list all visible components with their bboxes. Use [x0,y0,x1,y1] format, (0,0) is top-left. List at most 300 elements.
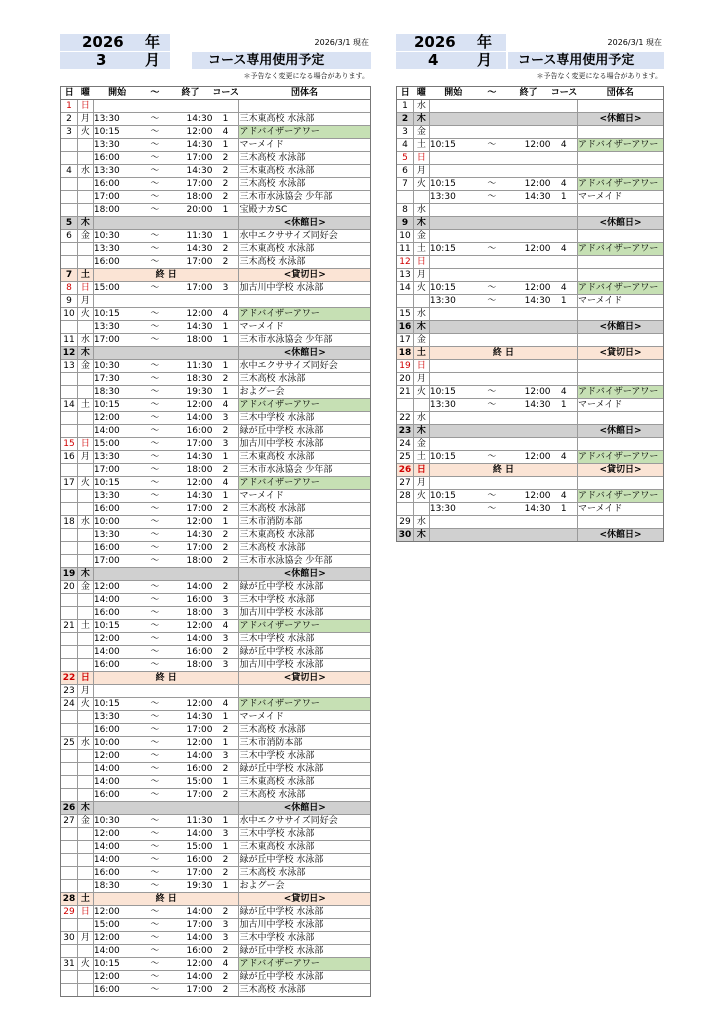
day-cell: 15 [61,438,78,451]
group-name-cell: 三木東高校 水泳部 [239,243,371,256]
weekday-cell: 月 [413,477,429,490]
course-cell [551,425,578,438]
end-time-cell: 12:00 [169,308,213,321]
weekday-cell: 水 [77,165,93,178]
schedule-row [61,750,371,763]
tilde-cell: ～ [141,594,169,607]
group-name-cell: 加古川中学校 水泳部 [239,438,371,451]
day-cell: 25 [61,737,78,750]
course-cell: 1 [212,230,239,243]
table-header-row [397,87,664,100]
end-time-cell [507,412,551,425]
group-name-cell: およグー会 [239,386,371,399]
course-cell: 1 [212,204,239,217]
group-name-cell: 三木東高校 水泳部 [239,165,371,178]
schedule-row [61,581,371,594]
course-cell: 4 [551,178,578,191]
day-cell [61,659,78,672]
end-time-cell: 12:00 [169,126,213,139]
course-cell: 4 [212,698,239,711]
group-name-cell: 緑が丘中学校 水泳部 [239,763,371,776]
weekday-cell [77,854,93,867]
day-cell: 17 [61,477,78,490]
tilde-cell [477,438,507,451]
schedule-row [397,373,664,386]
start-time-cell [93,100,141,113]
change-note: ＊予告なく変更になる場合があります。 [536,72,662,80]
end-time-cell: 14:30 [169,165,213,178]
end-time-cell: 16:00 [169,763,213,776]
schedule-row [61,243,371,256]
tilde-cell: ～ [141,919,169,932]
tilde-cell: ～ [477,178,507,191]
tilde-cell: ～ [141,451,169,464]
end-time-cell: 14:30 [169,139,213,152]
day-cell: 7 [397,178,414,191]
course-cell: 1 [212,737,239,750]
course-cell: 3 [212,607,239,620]
end-time-cell: 12:00 [507,451,551,464]
start-time-cell: 10:00 [93,737,141,750]
course-cell: 1 [551,191,578,204]
schedule-row [397,451,664,464]
tilde-cell: ～ [141,932,169,945]
course-cell: 2 [212,373,239,386]
weekday-cell: 日 [77,282,93,295]
group-name-cell: 加古川中学校 水泳部 [239,659,371,672]
end-time-cell: 17:00 [169,542,213,555]
group-name-cell: <休館日> [578,425,664,438]
end-time-cell: 14:30 [169,451,213,464]
tilde-cell: ～ [141,867,169,880]
group-name-cell: アドバイザーアワー [578,451,664,464]
tilde-cell: ～ [477,386,507,399]
tilde-cell: ～ [141,360,169,373]
end-time-cell [169,295,213,308]
start-time-cell: 14:00 [93,945,141,958]
weekday-cell [77,984,93,997]
day-cell: 10 [61,308,78,321]
day-cell: 14 [61,399,78,412]
schedule-row [61,763,371,776]
course-cell [551,165,578,178]
schedule-row [397,256,664,269]
end-time-cell [507,152,551,165]
course-cell: 1 [212,451,239,464]
course-cell: 1 [551,503,578,516]
end-time-cell: 14:00 [169,932,213,945]
weekday-cell: 火 [77,126,93,139]
tilde-cell: ～ [141,646,169,659]
day-cell [61,256,78,269]
tilde-cell: ～ [141,165,169,178]
day-cell [61,386,78,399]
group-name-cell: 緑が丘中学校 水泳部 [239,646,371,659]
end-time-cell [169,685,213,698]
group-name-cell: アドバイザーアワー [239,698,371,711]
start-time-cell: 12:00 [93,906,141,919]
schedule-row [397,438,664,451]
tilde-cell [477,113,507,126]
schedule-row [397,178,664,191]
start-time-cell [429,321,477,334]
day-cell [61,555,78,568]
start-time-cell [429,217,477,230]
end-time-cell: 14:30 [169,529,213,542]
group-name-cell: アドバイザーアワー [578,139,664,152]
weekday-cell [77,659,93,672]
end-time-cell [507,360,551,373]
day-cell [61,867,78,880]
day-cell: 11 [61,334,78,347]
tilde-cell: ～ [141,789,169,802]
group-name-cell: 三木高校 水泳部 [239,724,371,737]
schedule-row [61,555,371,568]
start-time-cell: 16:00 [93,152,141,165]
day-cell: 9 [61,295,78,308]
course-cell: 2 [212,152,239,165]
tilde-cell: ～ [141,711,169,724]
end-time-cell: 14:30 [507,295,551,308]
start-time-cell: 12:00 [93,750,141,763]
weekday-cell [77,503,93,516]
group-name-cell: アドバイザーアワー [239,477,371,490]
course-cell: 4 [212,477,239,490]
start-time-cell: 17:30 [93,373,141,386]
group-name-cell: 三木中学校 水泳部 [239,750,371,763]
schedule-row [397,113,664,126]
group-name-cell: 三木中学校 水泳部 [239,828,371,841]
schedule-row [397,464,664,477]
end-time-cell [507,529,551,542]
schedule-header [396,33,664,80]
end-time-cell: 16:00 [169,646,213,659]
schedule-table [396,86,664,542]
group-name-cell [578,204,664,217]
start-time-cell: 終 日 [429,347,577,360]
start-time-cell: 16:00 [93,503,141,516]
weekday-cell [77,789,93,802]
end-time-cell: 17:00 [169,282,213,295]
end-time-cell: 18:00 [169,191,213,204]
tilde-cell: ～ [141,906,169,919]
course-cell: 2 [212,789,239,802]
tilde-cell: ～ [141,230,169,243]
start-time-cell: 13:30 [93,165,141,178]
course-cell: 3 [212,659,239,672]
weekday-cell: 水 [413,100,429,113]
end-time-cell: 12:00 [169,516,213,529]
start-time-cell: 10:15 [429,282,477,295]
day-cell [61,763,78,776]
course-cell: 1 [212,360,239,373]
start-time-cell: 10:15 [429,178,477,191]
tilde-cell [141,295,169,308]
weekday-cell [413,399,429,412]
april-schedule [396,33,664,540]
weekday-cell: 土 [77,620,93,633]
group-name-cell: <休館日> [239,802,371,815]
start-time-cell [429,126,477,139]
header-start: 開始 [429,87,477,100]
tilde-cell: ～ [141,945,169,958]
start-time-cell: 10:15 [429,451,477,464]
day-cell: 19 [397,360,414,373]
group-name-cell: 三木東高校 水泳部 [239,451,371,464]
group-name-cell: 三木高校 水泳部 [239,503,371,516]
start-time-cell: 10:15 [93,958,141,971]
year-box [60,34,170,51]
day-cell: 23 [397,425,414,438]
start-time-cell: 14:00 [93,841,141,854]
day-cell [61,607,78,620]
start-time-cell [93,802,141,815]
tilde-cell [477,126,507,139]
day-cell: 7 [61,269,78,282]
day-cell [61,828,78,841]
march-schedule [60,33,371,995]
weekday-cell: 日 [413,152,429,165]
weekday-cell: 日 [413,464,429,477]
weekday-cell: 金 [77,360,93,373]
group-name-cell: 三木高校 水泳部 [239,789,371,802]
start-time-cell: 16:00 [93,789,141,802]
start-time-cell: 12:00 [93,412,141,425]
end-time-cell: 19:30 [169,386,213,399]
end-time-cell: 14:00 [169,971,213,984]
day-cell: 5 [61,217,78,230]
group-name-cell [578,373,664,386]
tilde-cell: ～ [477,503,507,516]
day-cell: 2 [397,113,414,126]
weekday-cell [413,295,429,308]
weekday-cell: 火 [413,282,429,295]
tilde-cell [477,100,507,113]
start-time-cell: 15:00 [93,438,141,451]
weekday-cell: 木 [77,568,93,581]
day-cell [61,776,78,789]
tilde-cell [477,230,507,243]
header-tilde: ～ [477,87,507,100]
day-cell [61,945,78,958]
start-time-cell: 10:15 [93,620,141,633]
day-cell [61,152,78,165]
start-time-cell: 終 日 [93,269,239,282]
group-name-cell: アドバイザーアワー [239,399,371,412]
group-name-cell [239,295,371,308]
group-name-cell: 三木高校 水泳部 [239,984,371,997]
start-time-cell [429,373,477,386]
weekday-cell [77,542,93,555]
tilde-cell [477,165,507,178]
year-label: 年 [477,33,493,51]
end-time-cell [507,100,551,113]
schedule-row [397,399,664,412]
group-name-cell [578,100,664,113]
tilde-cell: ～ [141,971,169,984]
end-time-cell: 12:00 [507,178,551,191]
group-name-cell [578,438,664,451]
weekday-cell [77,711,93,724]
schedule-row [61,620,371,633]
end-time-cell [169,217,213,230]
start-time-cell: 12:00 [93,581,141,594]
tilde-cell: ～ [141,529,169,542]
schedule-row [61,204,371,217]
group-name-cell: 三木市水泳協会 少年部 [239,555,371,568]
weekday-cell: 木 [77,802,93,815]
group-name-cell: アドバイザーアワー [239,958,371,971]
group-name-cell [578,308,664,321]
start-time-cell: 終 日 [93,672,239,685]
end-time-cell: 12:00 [169,958,213,971]
group-name-cell: マーメイド [239,711,371,724]
tilde-cell: ～ [141,464,169,477]
start-time-cell: 16:00 [93,867,141,880]
start-time-cell: 15:00 [93,282,141,295]
course-cell: 2 [212,256,239,269]
group-name-cell: <休館日> [239,347,371,360]
course-cell [551,256,578,269]
start-time-cell: 13:30 [93,321,141,334]
tilde-cell: ～ [141,776,169,789]
end-time-cell: 18:00 [169,464,213,477]
tilde-cell: ～ [141,984,169,997]
course-cell: 2 [212,555,239,568]
end-time-cell: 17:00 [169,438,213,451]
tilde-cell: ～ [141,581,169,594]
header-end: 終了 [507,87,551,100]
schedule-row [61,789,371,802]
day-cell: 13 [397,269,414,282]
day-cell: 16 [61,451,78,464]
schedule-row [397,126,664,139]
group-name-cell: 緑が丘中学校 水泳部 [239,854,371,867]
month-label: 月 [145,51,161,69]
course-cell [551,321,578,334]
day-cell [61,789,78,802]
start-time-cell: 14:00 [93,776,141,789]
end-time-cell: 14:30 [169,490,213,503]
day-cell: 29 [61,906,78,919]
end-time-cell: 20:00 [169,204,213,217]
tilde-cell: ～ [141,490,169,503]
day-cell [61,841,78,854]
day-cell: 21 [61,620,78,633]
schedule-row [61,113,371,126]
weekday-cell [77,425,93,438]
end-time-cell: 17:00 [169,984,213,997]
end-time-cell [169,347,213,360]
group-name-cell: 三木中学校 水泳部 [239,633,371,646]
weekday-cell [77,529,93,542]
weekday-cell [77,191,93,204]
tilde-cell [141,802,169,815]
course-cell: 1 [551,399,578,412]
schedule-row [397,100,664,113]
course-cell [551,113,578,126]
weekday-cell: 火 [77,308,93,321]
start-time-cell [429,113,477,126]
day-cell: 17 [397,334,414,347]
end-time-cell: 14:30 [169,711,213,724]
tilde-cell: ～ [141,620,169,633]
schedule-row [61,191,371,204]
weekday-cell [77,373,93,386]
group-name-cell [578,256,664,269]
weekday-cell [77,763,93,776]
course-cell: 3 [212,438,239,451]
end-time-cell: 12:00 [507,139,551,152]
end-time-cell: 17:00 [169,503,213,516]
group-name-cell [578,412,664,425]
weekday-cell: 日 [77,100,93,113]
course-cell: 3 [212,919,239,932]
schedule-row [61,945,371,958]
tilde-cell: ～ [141,425,169,438]
end-time-cell: 16:00 [169,425,213,438]
schedule-row [61,594,371,607]
schedule-row [61,334,371,347]
course-cell [551,373,578,386]
end-time-cell: 12:00 [507,282,551,295]
day-cell: 6 [61,230,78,243]
schedule-row [397,386,664,399]
schedule-row [397,152,664,165]
course-cell [551,438,578,451]
weekday-cell: 火 [77,477,93,490]
year-box [396,34,506,51]
start-time-cell [429,477,477,490]
start-time-cell: 14:00 [93,594,141,607]
day-cell: 29 [397,516,414,529]
weekday-cell: 木 [413,425,429,438]
day-cell: 24 [61,698,78,711]
start-time-cell: 18:30 [93,386,141,399]
tilde-cell: ～ [141,191,169,204]
course-cell [551,269,578,282]
weekday-cell: 月 [413,269,429,282]
day-cell: 3 [61,126,78,139]
schedule-row [61,477,371,490]
group-name-cell: アドバイザーアワー [578,490,664,503]
weekday-cell [77,945,93,958]
start-time-cell: 18:30 [93,880,141,893]
weekday-cell [413,503,429,516]
start-time-cell [429,269,477,282]
weekday-cell [77,139,93,152]
tilde-cell: ～ [141,139,169,152]
weekday-cell [77,204,93,217]
end-time-cell [507,516,551,529]
weekday-cell [77,464,93,477]
course-cell [551,477,578,490]
weekday-cell: 日 [77,672,93,685]
end-time-cell: 18:00 [169,334,213,347]
course-cell [551,334,578,347]
course-cell: 2 [212,763,239,776]
group-name-cell: 三木中学校 水泳部 [239,932,371,945]
day-cell: 28 [61,893,78,906]
course-cell: 4 [551,386,578,399]
tilde-cell: ～ [141,152,169,165]
group-name-cell: <休館日> [578,113,664,126]
start-time-cell: 14:00 [93,854,141,867]
weekday-cell: 日 [77,906,93,919]
end-time-cell: 12:00 [169,477,213,490]
weekday-cell: 土 [413,243,429,256]
day-cell [61,919,78,932]
